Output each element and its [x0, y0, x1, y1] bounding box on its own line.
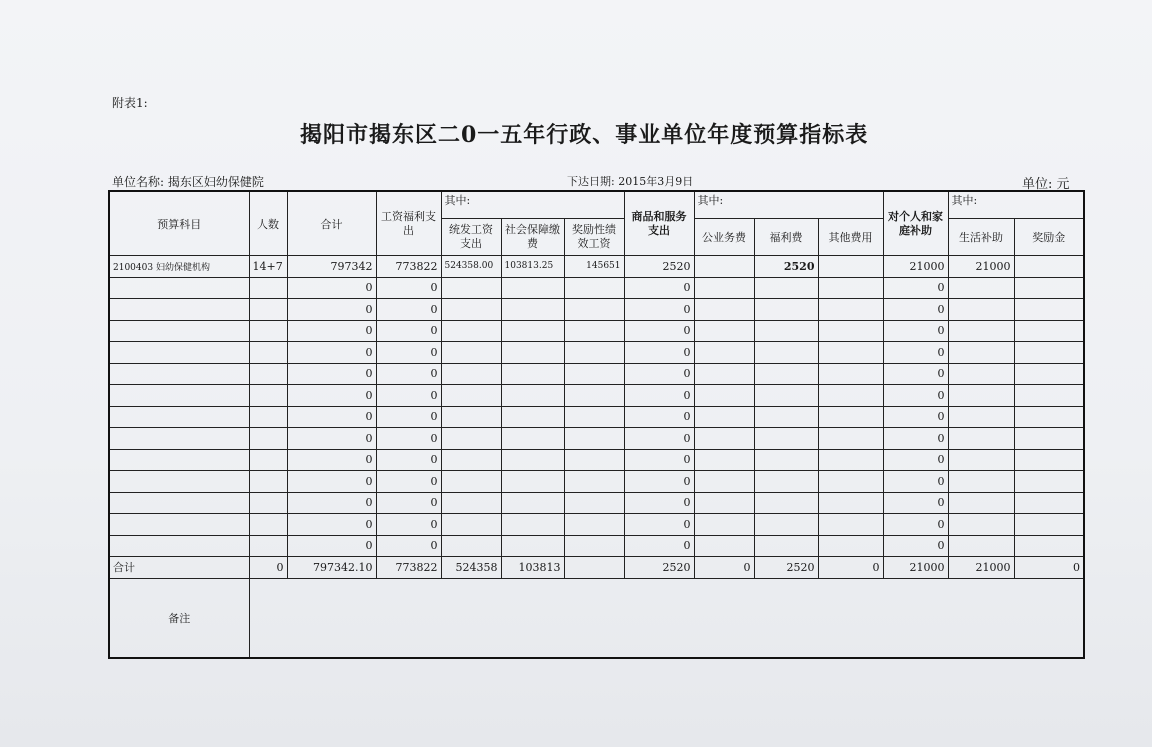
cell-subject: 2100403 妇幼保健机构 — [109, 256, 249, 278]
empty-rows — [109, 277, 1084, 557]
cell-total: 0 — [287, 535, 376, 557]
cell-total: 0 — [287, 449, 376, 471]
cell-headcount — [249, 535, 287, 557]
cell-other-fee — [818, 449, 883, 471]
currency-unit: 单位: 元 — [1022, 177, 1070, 192]
cell-unified-salary — [441, 471, 501, 493]
cell-bonus — [1014, 535, 1084, 557]
cell-personal-family-subsidy: 0 — [883, 535, 948, 557]
cell-goods-services: 0 — [624, 363, 694, 385]
cell-living-subsidy — [948, 299, 1014, 321]
salary-of-which-header: 其中: — [441, 191, 624, 219]
table-row — [109, 299, 1084, 321]
cell-subject — [109, 363, 249, 385]
cell-salary-welfare: 0 — [376, 535, 441, 557]
cell-personal-family-subsidy: 0 — [883, 492, 948, 514]
total-label: 合计 — [109, 557, 249, 579]
cell-total: 0 — [287, 320, 376, 342]
cell-goods-services: 0 — [624, 277, 694, 299]
cell-other-fee — [818, 342, 883, 364]
cell-goods-services: 0 — [624, 471, 694, 493]
cell-total: 0 — [287, 471, 376, 493]
cell-living-subsidy — [948, 428, 1014, 450]
cell-official-business — [694, 277, 754, 299]
total-salary-welfare: 773822 — [376, 557, 441, 579]
cell-performance-pay — [564, 471, 624, 493]
cell-living-subsidy — [948, 385, 1014, 407]
cell-performance-pay — [564, 514, 624, 536]
cell-unified-salary — [441, 535, 501, 557]
cell-subject — [109, 492, 249, 514]
cell-headcount — [249, 363, 287, 385]
cell-welfare-fee — [754, 514, 818, 536]
cell-social-security — [501, 299, 564, 321]
cell-headcount — [249, 406, 287, 428]
cell-other-fee — [818, 320, 883, 342]
cell-bonus — [1014, 320, 1084, 342]
cell-social-security — [501, 428, 564, 450]
total-welfare-fee: 2520 — [754, 557, 818, 579]
cell-welfare-fee: 2520 — [754, 256, 818, 278]
cell-salary-welfare: 0 — [376, 277, 441, 299]
table-row — [109, 471, 1084, 493]
cell-personal-family-subsidy: 0 — [883, 406, 948, 428]
cell-performance-pay — [564, 299, 624, 321]
table-row — [109, 406, 1084, 428]
cell-performance-pay: 145651 — [564, 256, 624, 278]
col-welfare-fee-header: 福利费 — [754, 219, 818, 256]
table-row — [109, 535, 1084, 557]
cell-headcount — [249, 471, 287, 493]
cell-performance-pay — [564, 320, 624, 342]
cell-personal-family-subsidy: 0 — [883, 342, 948, 364]
cell-total: 0 — [287, 299, 376, 321]
cell-performance-pay — [564, 342, 624, 364]
cell-subject — [109, 535, 249, 557]
cell-welfare-fee — [754, 406, 818, 428]
cell-headcount — [249, 428, 287, 450]
cell-other-fee — [818, 514, 883, 536]
cell-bonus — [1014, 406, 1084, 428]
col-bonus-header: 奖励金 — [1014, 219, 1084, 256]
cell-unified-salary — [441, 514, 501, 536]
cell-headcount — [249, 277, 287, 299]
col-headcount-header: 人数 — [249, 191, 287, 256]
cell-headcount — [249, 385, 287, 407]
cell-living-subsidy — [948, 449, 1014, 471]
cell-salary-welfare: 0 — [376, 406, 441, 428]
cell-total: 0 — [287, 342, 376, 364]
cell-bonus — [1014, 514, 1084, 536]
cell-social-security — [501, 535, 564, 557]
table-row — [109, 385, 1084, 407]
table-row — [109, 320, 1084, 342]
cell-headcount — [249, 299, 287, 321]
cell-unified-salary — [441, 320, 501, 342]
cell-unified-salary — [441, 492, 501, 514]
table-row — [109, 449, 1084, 471]
cell-salary-welfare: 0 — [376, 428, 441, 450]
cell-social-security — [501, 406, 564, 428]
document-title: 揭阳市揭东区二0一五年行政、事业单位年度预算指标表 — [300, 122, 869, 148]
cell-personal-family-subsidy: 0 — [883, 320, 948, 342]
cell-living-subsidy — [948, 514, 1014, 536]
table-row — [109, 428, 1084, 450]
cell-subject — [109, 406, 249, 428]
cell-personal-family-subsidy: 0 — [883, 363, 948, 385]
cell-living-subsidy — [948, 535, 1014, 557]
cell-total: 0 — [287, 492, 376, 514]
cell-living-subsidy — [948, 363, 1014, 385]
cell-unified-salary — [441, 449, 501, 471]
cell-salary-welfare: 0 — [376, 514, 441, 536]
total-headcount: 0 — [249, 557, 287, 579]
col-other-fee-header: 其他费用 — [818, 219, 883, 256]
cell-total: 0 — [287, 514, 376, 536]
cell-bonus — [1014, 342, 1084, 364]
cell-social-security — [501, 320, 564, 342]
cell-social-security: 103813.25 — [501, 256, 564, 278]
cell-goods-services: 0 — [624, 492, 694, 514]
remarks-label: 备注 — [109, 578, 249, 658]
cell-unified-salary — [441, 428, 501, 450]
total-total: 797342.10 — [287, 557, 376, 579]
cell-unified-salary — [441, 363, 501, 385]
cell-unified-salary — [441, 277, 501, 299]
cell-personal-subsidy: 21000 — [883, 256, 948, 278]
cell-personal-family-subsidy: 0 — [883, 277, 948, 299]
cell-bonus — [1014, 256, 1084, 278]
cell-performance-pay — [564, 277, 624, 299]
cell-welfare-fee — [754, 492, 818, 514]
cell-subject — [109, 299, 249, 321]
cell-other-fee — [818, 363, 883, 385]
total-goods-services: 2520 — [624, 557, 694, 579]
cell-bonus — [1014, 277, 1084, 299]
cell-living-subsidy — [948, 406, 1014, 428]
cell-official-business — [694, 428, 754, 450]
table-row — [109, 277, 1084, 299]
cell-subject — [109, 514, 249, 536]
cell-performance-pay — [564, 385, 624, 407]
cell-salary-welfare: 0 — [376, 342, 441, 364]
cell-headcount — [249, 449, 287, 471]
col-total-header: 合计 — [287, 191, 376, 256]
cell-social-security — [501, 277, 564, 299]
cell-bonus — [1014, 471, 1084, 493]
cell-official-business — [694, 535, 754, 557]
budget-table — [108, 190, 1085, 659]
cell-performance-pay — [564, 406, 624, 428]
cell-headcount: 14+7 — [249, 256, 287, 278]
unit-name: 单位名称: 揭东区妇幼保健院 — [112, 175, 264, 189]
cell-personal-family-subsidy: 0 — [883, 385, 948, 407]
total-personal-subsidy: 21000 — [883, 557, 948, 579]
table-row — [109, 342, 1084, 364]
cell-salary-welfare: 0 — [376, 320, 441, 342]
col-social-security-header: 社会保障缴费 — [501, 219, 564, 256]
cell-personal-family-subsidy: 0 — [883, 471, 948, 493]
cell-social-security — [501, 514, 564, 536]
cell-subject — [109, 342, 249, 364]
cell-official-business — [694, 471, 754, 493]
cell-social-security — [501, 449, 564, 471]
cell-official-business — [694, 514, 754, 536]
col-living-subsidy-header: 生活补助 — [948, 219, 1014, 256]
cell-bonus — [1014, 449, 1084, 471]
cell-social-security — [501, 385, 564, 407]
issue-date: 下达日期: 2015年3月9日 — [567, 175, 694, 188]
cell-welfare-fee — [754, 428, 818, 450]
cell-social-security — [501, 363, 564, 385]
cell-headcount — [249, 492, 287, 514]
cell-bonus — [1014, 363, 1084, 385]
cell-bonus — [1014, 385, 1084, 407]
cell-total: 0 — [287, 428, 376, 450]
cell-bonus — [1014, 428, 1084, 450]
cell-other-fee — [818, 277, 883, 299]
cell-goods-services: 0 — [624, 406, 694, 428]
total-social-security: 103813 — [501, 557, 564, 579]
cell-performance-pay — [564, 449, 624, 471]
cell-goods-services: 0 — [624, 299, 694, 321]
cell-other-fee — [818, 385, 883, 407]
cell-living-subsidy — [948, 277, 1014, 299]
cell-goods-services: 0 — [624, 535, 694, 557]
total-row — [109, 557, 1084, 579]
cell-goods-services: 2520 — [624, 256, 694, 278]
cell-bonus — [1014, 299, 1084, 321]
cell-unified-salary — [441, 406, 501, 428]
cell-headcount — [249, 320, 287, 342]
cell-subject — [109, 428, 249, 450]
cell-total: 0 — [287, 385, 376, 407]
table-row — [109, 492, 1084, 514]
col-unified-salary-header: 统发工资支出 — [441, 219, 501, 256]
cell-salary-welfare: 0 — [376, 492, 441, 514]
cell-goods-services: 0 — [624, 514, 694, 536]
table-row — [109, 256, 1084, 278]
cell-official-business — [694, 406, 754, 428]
cell-other-fee — [818, 299, 883, 321]
total-bonus: 0 — [1014, 557, 1084, 579]
total-official-business: 0 — [694, 557, 754, 579]
cell-salary-welfare: 0 — [376, 363, 441, 385]
cell-official-business — [694, 492, 754, 514]
cell-social-security — [501, 471, 564, 493]
cell-goods-services: 0 — [624, 385, 694, 407]
cell-living-subsidy — [948, 320, 1014, 342]
cell-goods-services: 0 — [624, 428, 694, 450]
table-row — [109, 514, 1084, 536]
cell-goods-services: 0 — [624, 342, 694, 364]
col-official-business-header: 公业务费 — [694, 219, 754, 256]
cell-salary-welfare: 0 — [376, 385, 441, 407]
cell-total: 797342 — [287, 256, 376, 278]
cell-official-business — [694, 363, 754, 385]
cell-living-subsidy — [948, 342, 1014, 364]
col-subject-header: 预算科目 — [109, 191, 249, 256]
total-performance-pay — [564, 557, 624, 579]
cell-subject — [109, 385, 249, 407]
cell-headcount — [249, 514, 287, 536]
cell-subject — [109, 277, 249, 299]
cell-welfare-fee — [754, 342, 818, 364]
cell-subject — [109, 320, 249, 342]
cell-other-fee — [818, 471, 883, 493]
cell-total: 0 — [287, 363, 376, 385]
col-salary-welfare-header: 工资福利支出 — [376, 191, 441, 256]
cell-personal-family-subsidy: 0 — [883, 428, 948, 450]
cell-salary-welfare: 773822 — [376, 256, 441, 278]
cell-bonus — [1014, 492, 1084, 514]
goods-of-which-header: 其中: — [694, 191, 883, 219]
cell-goods-services: 0 — [624, 320, 694, 342]
cell-welfare-fee — [754, 471, 818, 493]
cell-salary-welfare: 0 — [376, 471, 441, 493]
cell-total: 0 — [287, 406, 376, 428]
total-living-subsidy: 21000 — [948, 557, 1014, 579]
col-performance-pay-header: 奖励性绩效工资 — [564, 219, 624, 256]
cell-official-business — [694, 299, 754, 321]
cell-official-business — [694, 342, 754, 364]
cell-headcount — [249, 342, 287, 364]
table-row — [109, 363, 1084, 385]
remarks-row — [109, 578, 1084, 658]
cell-living-subsidy — [948, 471, 1014, 493]
total-unified-salary: 524358 — [441, 557, 501, 579]
cell-unified-salary — [441, 299, 501, 321]
cell-unified-salary — [441, 342, 501, 364]
cell-personal-family-subsidy: 0 — [883, 449, 948, 471]
cell-social-security — [501, 342, 564, 364]
col-goods-services-header: 商品和服务支出 — [624, 191, 694, 256]
cell-unified-salary: 524358.00 — [441, 256, 501, 278]
cell-welfare-fee — [754, 320, 818, 342]
cell-welfare-fee — [754, 363, 818, 385]
cell-official-business — [694, 385, 754, 407]
cell-performance-pay — [564, 535, 624, 557]
cell-salary-welfare: 0 — [376, 299, 441, 321]
cell-other-fee — [818, 492, 883, 514]
cell-salary-welfare: 0 — [376, 449, 441, 471]
cell-performance-pay — [564, 428, 624, 450]
cell-goods-services: 0 — [624, 449, 694, 471]
cell-total: 0 — [287, 277, 376, 299]
cell-official-business — [694, 320, 754, 342]
cell-personal-family-subsidy: 0 — [883, 299, 948, 321]
cell-personal-family-subsidy: 0 — [883, 514, 948, 536]
cell-subject — [109, 449, 249, 471]
cell-official-business — [694, 256, 754, 278]
cell-welfare-fee — [754, 299, 818, 321]
cell-other-fee — [818, 535, 883, 557]
cell-welfare-fee — [754, 385, 818, 407]
subsidy-of-which-header: 其中: — [948, 191, 1084, 219]
cell-living-subsidy: 21000 — [948, 256, 1014, 278]
col-personal-subsidy-header: 对个人和家庭补助 — [883, 191, 948, 256]
cell-other-fee — [818, 256, 883, 278]
cell-subject — [109, 471, 249, 493]
cell-other-fee — [818, 406, 883, 428]
cell-unified-salary — [441, 385, 501, 407]
cell-welfare-fee — [754, 277, 818, 299]
cell-welfare-fee — [754, 449, 818, 471]
cell-performance-pay — [564, 363, 624, 385]
cell-social-security — [501, 492, 564, 514]
cell-living-subsidy — [948, 492, 1014, 514]
remarks-content — [249, 578, 1084, 658]
cell-other-fee — [818, 428, 883, 450]
total-other-fee: 0 — [818, 557, 883, 579]
cell-performance-pay — [564, 492, 624, 514]
cell-welfare-fee — [754, 535, 818, 557]
annex-label: 附表1: — [112, 96, 148, 110]
cell-official-business — [694, 449, 754, 471]
